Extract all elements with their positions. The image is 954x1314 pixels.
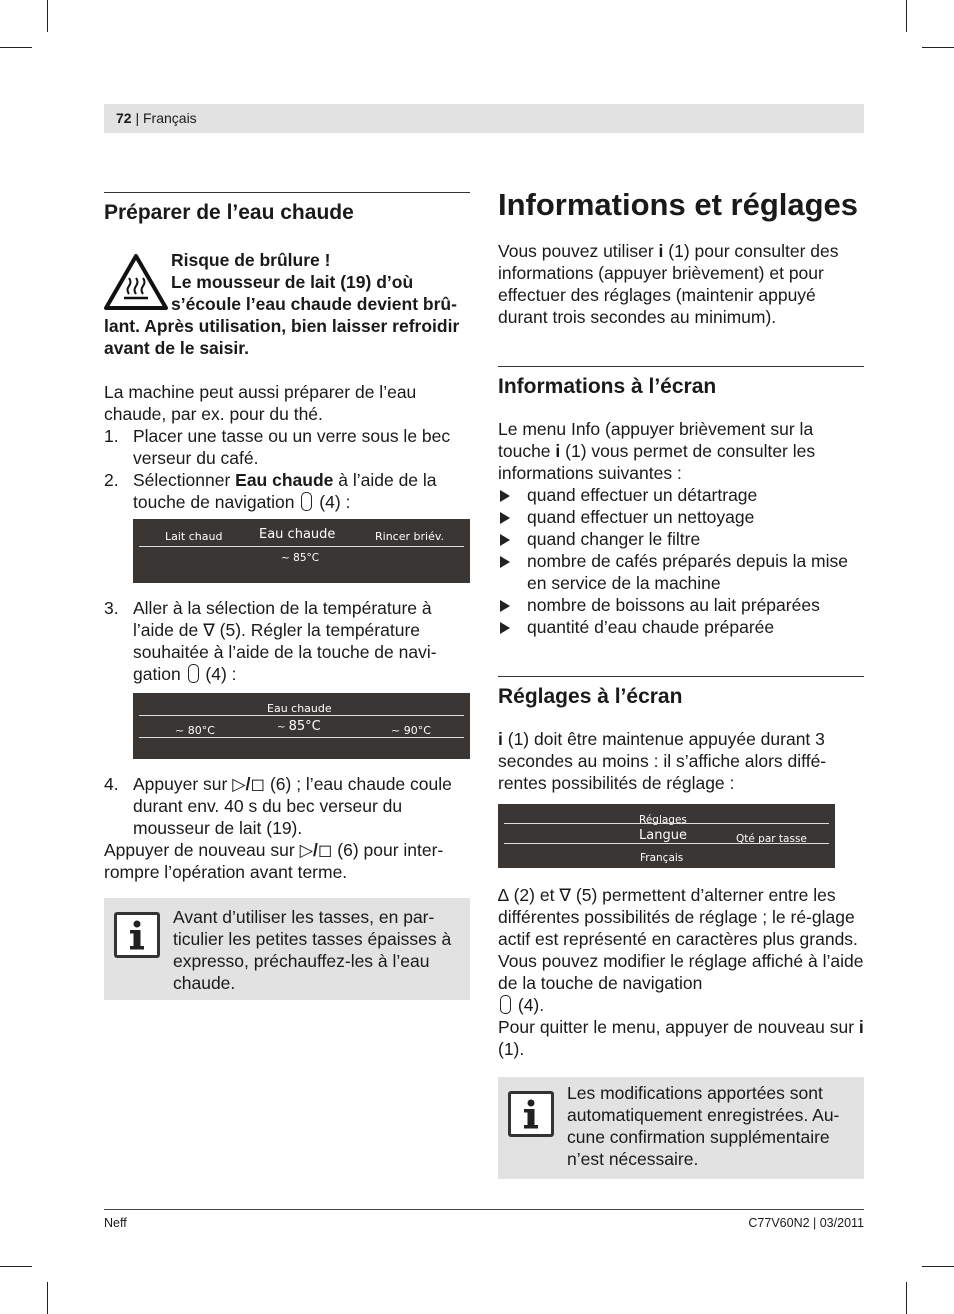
info-icon xyxy=(511,1094,551,1134)
display-temperature: ~ 85°C xyxy=(281,552,320,564)
info-note xyxy=(104,898,470,1000)
paragraph-text: (5) permettent d’alterner entre les différentes possibilités de réglage ; le ré-glage actif est représenté en caractères plus grands. Vous pouvez modifier le réglage affiché à l’aide de la touche de navigation xyxy=(498,885,864,993)
steps-list xyxy=(104,773,470,839)
step-number: 4. xyxy=(104,774,119,794)
triangle-bullet-icon xyxy=(500,556,510,568)
start-stop-symbol: ▷/◻ xyxy=(232,774,266,794)
display-option-center: Eau chaude xyxy=(259,527,336,542)
intro-paragraph: La machine peut aussi préparer de l’eau chaude, par ex. pour du thé. xyxy=(104,382,417,424)
step-number: 1. xyxy=(104,426,119,446)
warning-line: avant de le saisir. xyxy=(104,338,249,358)
list-item-text: nombre de cafés préparés depuis la mise en service de la machine xyxy=(527,551,849,593)
info-note xyxy=(498,1077,864,1179)
info-key-symbol: i xyxy=(658,241,664,261)
list-item xyxy=(498,550,864,594)
display-option-left: Lait chaud xyxy=(165,530,223,543)
paragraph-text: Le menu Info (appuyer brièvement sur la touche xyxy=(498,419,814,461)
info-icon xyxy=(114,912,160,958)
display-divider xyxy=(504,823,829,824)
info-key-symbol: i xyxy=(498,729,503,749)
triangle-bullet-icon xyxy=(500,534,510,546)
paragraph-text: Appuyer de nouveau sur xyxy=(104,840,300,860)
list-item xyxy=(498,506,864,528)
navigation-knob-icon xyxy=(188,664,199,683)
page-footer xyxy=(104,1209,864,1230)
crop-mark xyxy=(47,0,48,32)
display-title: Réglages xyxy=(639,814,687,826)
display-active-value: 85°C xyxy=(288,719,321,734)
section-title-hot-water: Préparer de l’eau chaude xyxy=(104,201,354,224)
crop-mark xyxy=(47,1282,48,1314)
warning-block xyxy=(104,249,470,359)
navigation-paragraph xyxy=(498,884,864,1016)
display-option-right: Rincer briév. xyxy=(375,530,444,543)
header-language: Français xyxy=(143,110,197,126)
info-note-text: Avant d’utiliser les tasses, en par-ticulier les petites tasses épaisses à expresso, préchauffez-les à l’eau chaude. xyxy=(173,907,452,993)
step-text: Appuyer sur xyxy=(133,774,233,794)
list-item xyxy=(498,528,864,550)
step-item xyxy=(104,597,470,685)
display-prefix: ~ xyxy=(277,722,289,733)
crop-mark xyxy=(906,1282,907,1314)
crop-mark xyxy=(906,0,907,32)
paragraph-text: (2) et xyxy=(508,885,560,905)
navigation-knob-icon xyxy=(500,995,511,1014)
paragraph-text: (6) pour inter-rompre l’opération avant terme. xyxy=(104,840,444,882)
footer-model: C77V60N2 | 03/2011 xyxy=(748,1216,864,1230)
display-temperature-selection xyxy=(133,693,470,759)
step-text: (4) : xyxy=(200,664,237,684)
step-number: 3. xyxy=(104,598,119,618)
triangle-bullet-icon xyxy=(500,512,510,524)
paragraph-text: (1) pour consulter des informations (appuyer brièvement) et pour effectuer des réglages (maintenir appuyé durant trois secondes au minimum). xyxy=(498,241,839,327)
section-title-settings: Réglages à l’écran xyxy=(498,685,683,708)
info-icon xyxy=(117,915,157,955)
start-stop-symbol: ▷/◻ xyxy=(299,840,333,860)
paragraph-text: Vous pouvez utiliser xyxy=(498,241,659,261)
quit-paragraph xyxy=(498,1016,864,1060)
footer-brand: Neff xyxy=(104,1216,127,1230)
steps-list xyxy=(104,597,470,685)
list-item-text: nombre de boissons au lait préparées xyxy=(527,595,820,615)
warning-line: s’écoule l’eau chaude devient brû- xyxy=(171,294,457,314)
warning-line: lant. Après utilisation, bien laisser refroidir xyxy=(104,316,460,336)
step-keyword: Eau chaude xyxy=(235,470,334,490)
step-text: à l’aide de la touche de navigation xyxy=(133,470,437,512)
page-number: 72 xyxy=(116,110,132,126)
triangle-bullet-icon xyxy=(500,622,510,634)
step-number: 2. xyxy=(104,470,119,490)
step-item xyxy=(104,469,470,513)
list-item-text: quand effectuer un détartrage xyxy=(527,485,758,505)
triangle-bullet-icon xyxy=(500,600,510,612)
step-text: (5). Régler la température souhaitée à l’aide de la touche de navi-gation xyxy=(133,620,437,684)
display-option-right: Qté par tasse xyxy=(736,833,807,845)
paragraph-text: (1) doit être maintenue appuyée durant 3 secondes au moins : il s’affiche alors diffé-rentes possibilités de réglage : xyxy=(498,729,827,793)
display-divider xyxy=(504,843,829,844)
crop-mark xyxy=(0,1266,32,1267)
crop-mark xyxy=(922,1266,954,1267)
display-option-bottom: Français xyxy=(640,852,684,864)
navigation-knob-icon xyxy=(301,492,312,511)
list-item-text: quantité d’eau chaude préparée xyxy=(527,617,775,637)
nav-down-symbol: ∇ xyxy=(559,885,572,905)
crop-mark xyxy=(0,47,32,48)
info-key-symbol: i xyxy=(555,441,561,461)
step-text: Aller à la sélection de la température à l’aide de xyxy=(133,598,432,640)
info-icon xyxy=(508,1091,554,1137)
display-option-center xyxy=(277,716,321,739)
step-item xyxy=(104,773,470,839)
paragraph-text: (1). xyxy=(498,1039,525,1059)
warning-title: Risque de brûlure ! xyxy=(171,250,331,270)
intro-paragraph xyxy=(498,240,864,328)
settings-paragraph xyxy=(498,728,864,794)
step-text: (6) ; l’eau chaude coule durant env. 40 s du bec verseur du mousseur de lait (19). xyxy=(133,774,452,838)
display-title: Eau chaude xyxy=(267,702,332,715)
header-separator: | xyxy=(131,110,143,126)
list-item-text: quand effectuer un nettoyage xyxy=(527,507,755,527)
hot-surface-warning-icon xyxy=(104,253,168,311)
display-hot-water-selection xyxy=(133,519,470,583)
nav-up-symbol: ∆ xyxy=(498,885,509,905)
display-option-left: ~ 80°C xyxy=(175,724,215,737)
triangle-bullet-icon xyxy=(500,490,510,502)
list-item-text: quand changer le filtre xyxy=(527,529,701,549)
list-item xyxy=(498,594,864,616)
display-settings xyxy=(498,804,835,868)
paragraph-text: Pour quitter le menu, appuyer de nouveau sur xyxy=(498,1017,859,1037)
step-text: (4) : xyxy=(314,492,351,512)
step-text: Placer une tasse ou un verre sous le bec verseur du café. xyxy=(133,426,451,468)
info-paragraph xyxy=(498,418,864,484)
display-active-value: Langue xyxy=(639,828,687,843)
paragraph-text: (1) vous permet de consulter les informations suivantes : xyxy=(498,441,816,483)
page-header xyxy=(104,104,864,133)
list-item xyxy=(498,616,864,638)
left-column xyxy=(104,192,470,1000)
page-title: Informations et réglages xyxy=(498,187,859,222)
step-text: Sélectionner xyxy=(133,470,236,490)
interrupt-paragraph xyxy=(104,839,470,883)
step-item xyxy=(104,425,470,469)
info-key-symbol: i xyxy=(858,1017,864,1037)
crop-mark xyxy=(922,47,954,48)
paragraph-text: (4). xyxy=(513,995,545,1015)
warning-line: Le mousseur de lait (19) d’où xyxy=(171,272,414,292)
steps-list xyxy=(104,425,470,513)
nav-down-symbol: ∇ xyxy=(203,620,215,640)
display-divider xyxy=(139,737,464,738)
display-option-right: ~ 90°C xyxy=(391,724,431,737)
info-note-text: Les modifications apportées sont automatiquement enregistrées. Au-cune confirmation supplémentaire n’est nécessaire. xyxy=(567,1083,840,1169)
right-column xyxy=(498,186,864,1179)
list-item xyxy=(498,484,864,506)
section-title-info: Informations à l’écran xyxy=(498,375,717,398)
info-list xyxy=(498,484,864,638)
